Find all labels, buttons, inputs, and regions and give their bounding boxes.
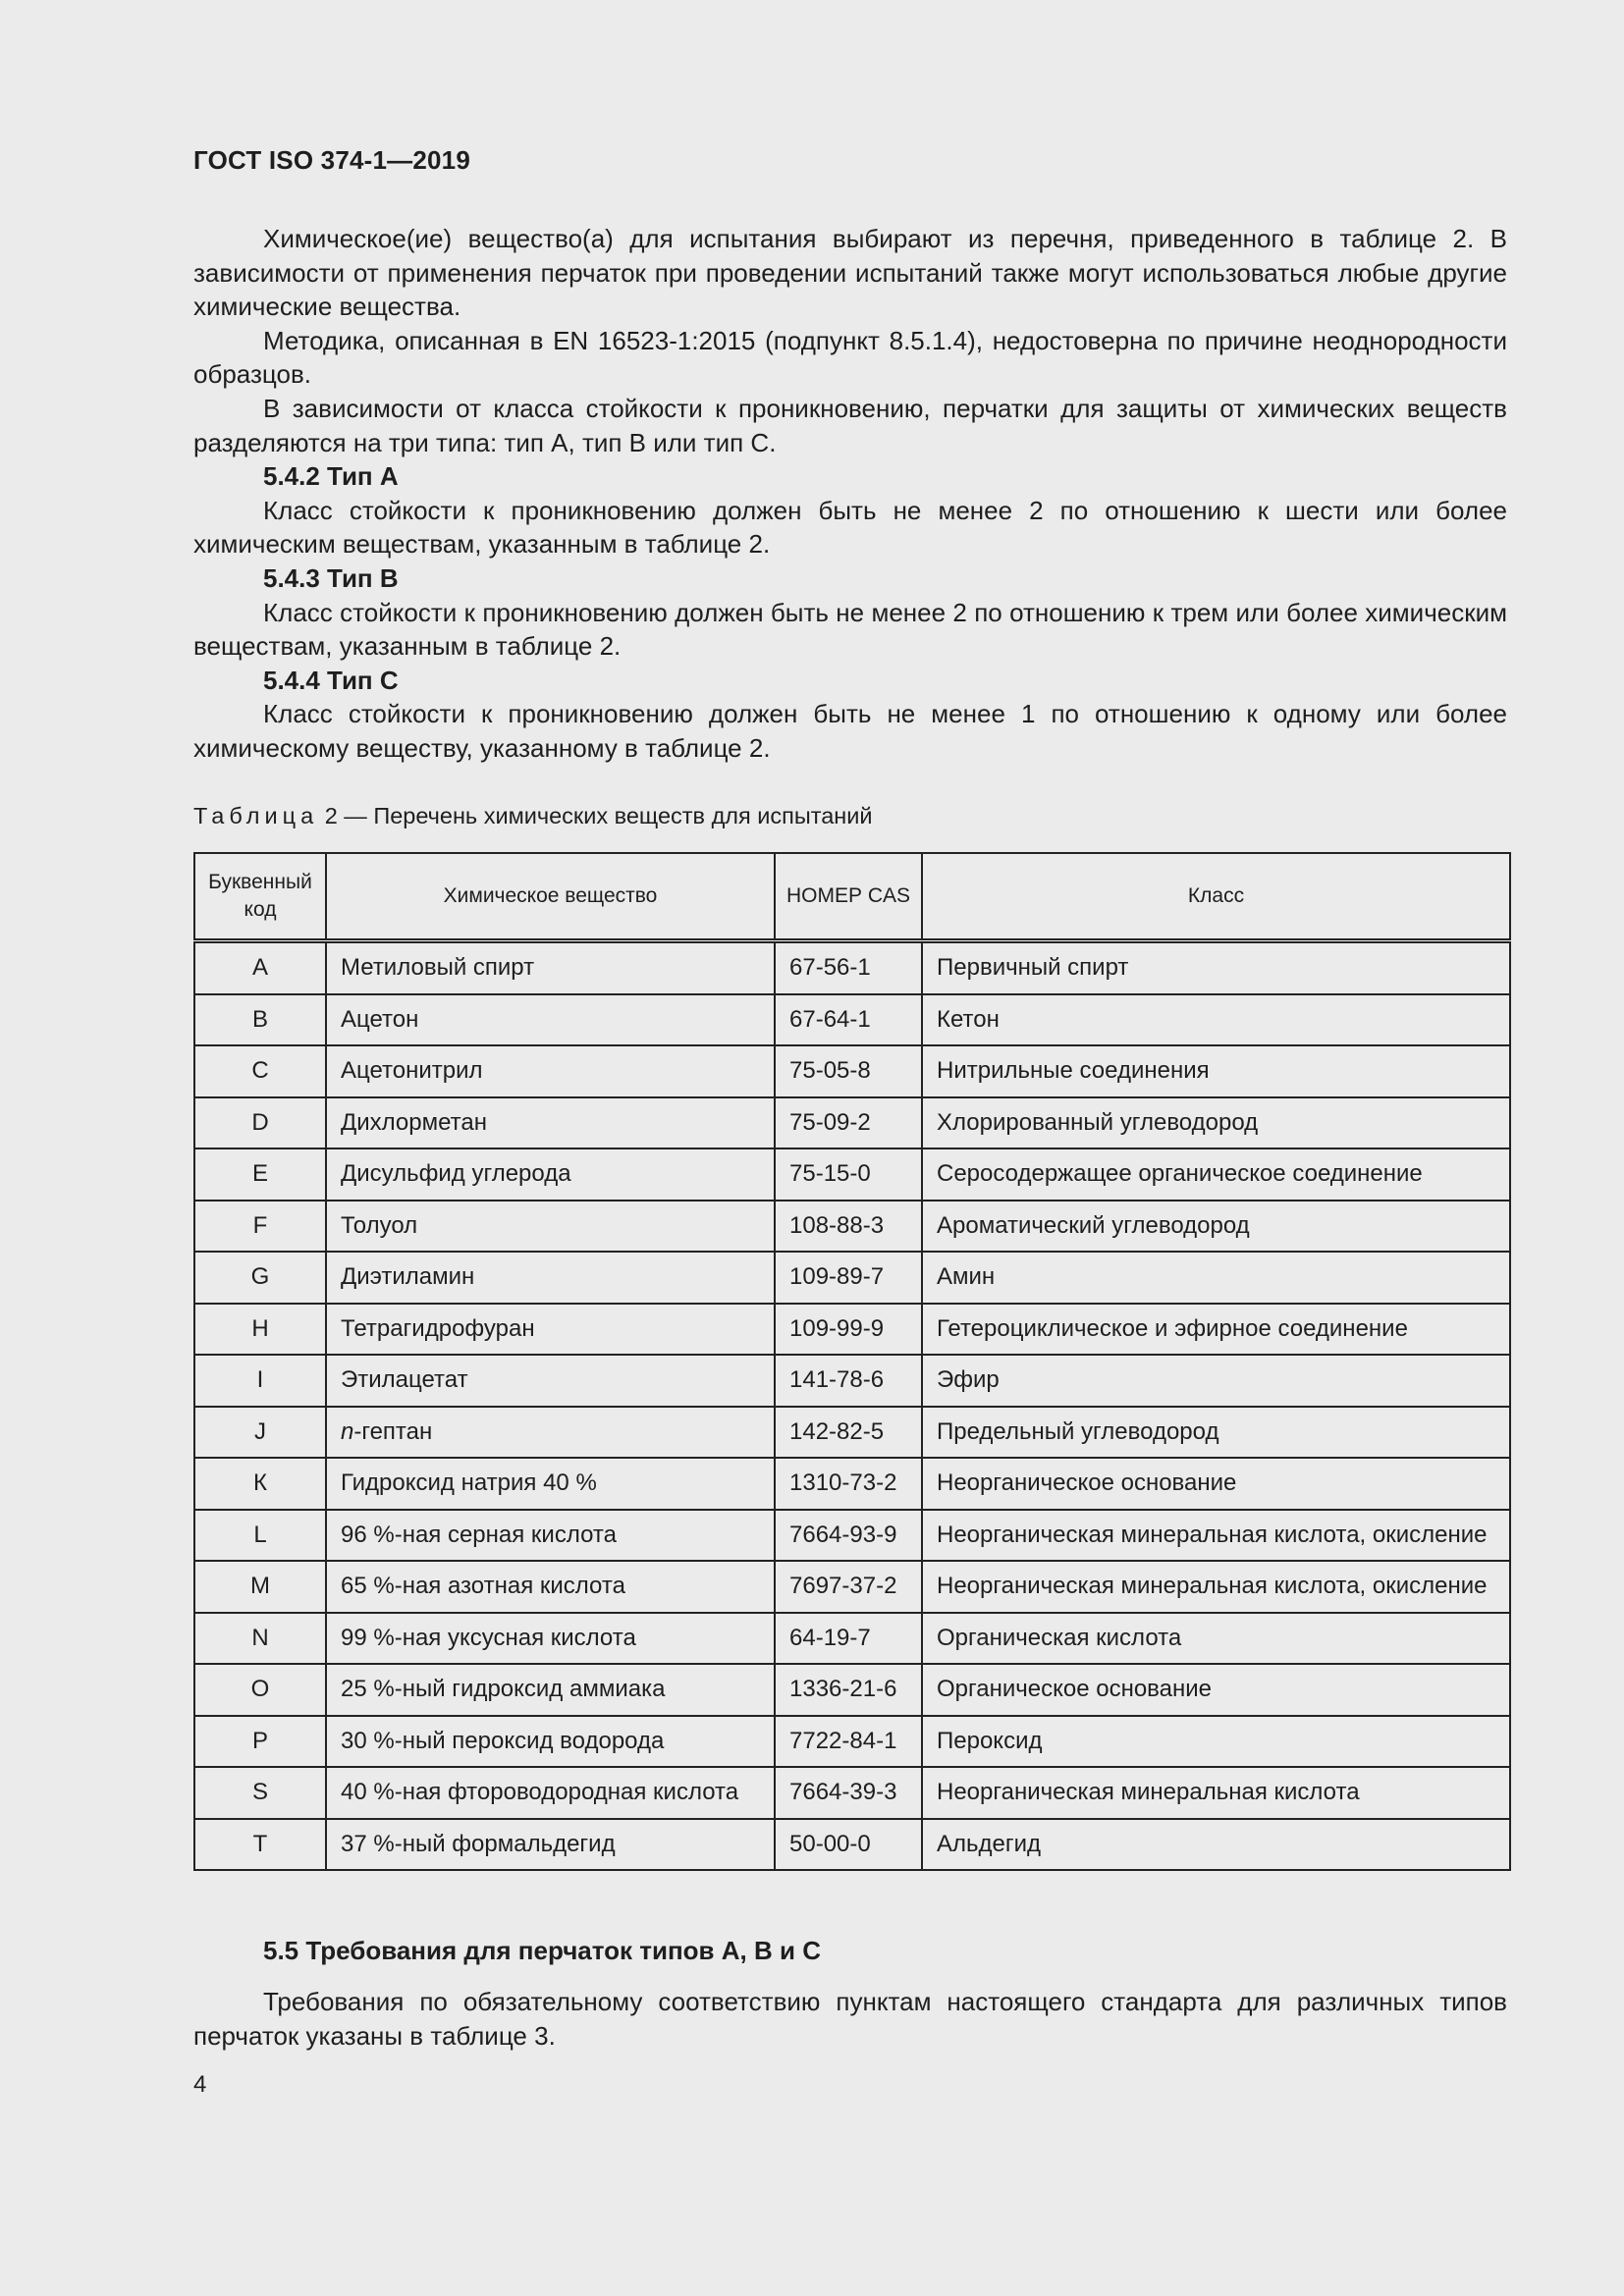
paragraph: В зависимости от класса стойкости к проникновению, перчатки для защиты от химических веществ разделяются на три типа: тип А, тип В или тип С. xyxy=(193,393,1507,457)
cell-substance: 25 %-ный гидроксид аммиака xyxy=(326,1664,775,1716)
cell-class: Эфир xyxy=(922,1355,1510,1407)
cell-substance: Дихлорметан xyxy=(326,1097,775,1149)
cell-substance: 65 %-ная азотная кислота xyxy=(326,1561,775,1613)
cell-class: Гетероциклическое и эфирное соединение xyxy=(922,1304,1510,1356)
cell-cas: 7664-39-3 xyxy=(775,1767,922,1819)
table-row xyxy=(194,1201,1510,1253)
cell-cas: 67-64-1 xyxy=(775,994,922,1046)
cell-cas: 109-89-7 xyxy=(775,1252,922,1304)
cell-class: Серосодержащее органическое соединение xyxy=(922,1148,1510,1201)
subsection-heading-5-4-3: 5.4.3 Тип В xyxy=(263,562,399,593)
cell-class: Неорганическая минеральная кислота xyxy=(922,1767,1510,1819)
cell-cas: 1310-73-2 xyxy=(775,1458,922,1510)
table-row xyxy=(194,1510,1510,1562)
column-header-substance: Химическое вещество xyxy=(326,853,775,941)
cell-class: Пероксид xyxy=(922,1716,1510,1768)
cell-code: E xyxy=(194,1148,326,1201)
paragraph: Требования по обязательному соответствию пунктам настоящего стандарта для различных типов перчаток указаны в таблице 3. xyxy=(193,1987,1507,2051)
cell-class: Альдегид xyxy=(922,1819,1510,1871)
cell-substance: 99 %-ная уксусная кислота xyxy=(326,1613,775,1665)
cell-substance: n-гептан xyxy=(326,1407,775,1459)
cell-code: A xyxy=(194,941,326,994)
standard-header: ГОСТ ISO 374-1—2019 xyxy=(193,145,471,175)
table-row xyxy=(194,1097,1510,1149)
table-row xyxy=(194,1561,1510,1613)
cell-code: G xyxy=(194,1252,326,1304)
cell-class: Ароматический углеводород xyxy=(922,1201,1510,1253)
cell-code: F xyxy=(194,1201,326,1253)
paragraph: Химическое(ие) вещество(а) для испытания выбирают из перечня, приведенного в таблице 2. В зависимости от применения перчаток при проведении испытаний также могут использоваться любые другие химические вещества. xyxy=(193,224,1507,322)
cell-code: К xyxy=(194,1458,326,1510)
cell-code: P xyxy=(194,1716,326,1768)
cell-code: T xyxy=(194,1819,326,1871)
cell-substance: Метиловый спирт xyxy=(326,941,775,994)
subsection-heading-5-4-2: 5.4.2 Тип А xyxy=(263,461,399,492)
cell-class: Неорганическое основание xyxy=(922,1458,1510,1510)
cell-class: Неорганическая минеральная кислота, окисление xyxy=(922,1561,1510,1613)
table-row xyxy=(194,1819,1510,1871)
cell-code: L xyxy=(194,1510,326,1562)
table-caption-text: 2 — Перечень химических веществ для испытаний xyxy=(324,803,873,828)
cell-class: Первичный спирт xyxy=(922,941,1510,994)
cell-substance: Ацетон xyxy=(326,994,775,1046)
cell-substance: Дисульфид углерода xyxy=(326,1148,775,1201)
cell-cas: 1336-21-6 xyxy=(775,1664,922,1716)
cell-class: Неорганическая минеральная кислота, окисление xyxy=(922,1510,1510,1562)
cell-class: Предельный углеводород xyxy=(922,1407,1510,1459)
cell-code: H xyxy=(194,1304,326,1356)
column-header-class: Класс xyxy=(922,853,1510,941)
cell-cas: 50-00-0 xyxy=(775,1819,922,1871)
table-row xyxy=(194,1252,1510,1304)
table-row xyxy=(194,994,1510,1046)
cell-cas: 75-09-2 xyxy=(775,1097,922,1149)
cell-code: J xyxy=(194,1407,326,1459)
cell-code: C xyxy=(194,1045,326,1097)
cell-code: M xyxy=(194,1561,326,1613)
subsection-heading-5-4-4: 5.4.4 Тип С xyxy=(263,665,399,695)
cell-class: Нитрильные соединения xyxy=(922,1045,1510,1097)
cell-substance: Ацетонитрил xyxy=(326,1045,775,1097)
cell-substance: 30 %-ный пероксид водорода xyxy=(326,1716,775,1768)
cell-class: Хлорированный углеводород xyxy=(922,1097,1510,1149)
cell-code: B xyxy=(194,994,326,1046)
table-row xyxy=(194,1716,1510,1768)
cell-code: S xyxy=(194,1767,326,1819)
column-header-cas: НОМЕР CAS xyxy=(775,853,922,941)
table-row xyxy=(194,1045,1510,1097)
chemicals-table xyxy=(193,852,1511,1871)
table-row xyxy=(194,1767,1510,1819)
paragraph: Класс стойкости к проникновению должен быть не менее 2 по отношению к шести или более химическим веществам, указанным в таблице 2. xyxy=(193,495,1507,560)
cell-substance: 40 %-ная фтороводородная кислота xyxy=(326,1767,775,1819)
table-row xyxy=(194,941,1510,994)
cell-substance: Толуол xyxy=(326,1201,775,1253)
paragraph: Класс стойкости к проникновению должен быть не менее 2 по отношению к трем или более химическим веществам, указанным в таблице 2. xyxy=(193,597,1507,662)
paragraph: Методика, описанная в EN 16523-1:2015 (подпункт 8.5.1.4), недостоверна по причине неоднородности образцов. xyxy=(193,325,1507,390)
body-text xyxy=(193,222,1507,766)
page-number: 4 xyxy=(193,2071,207,2098)
cell-code: O xyxy=(194,1664,326,1716)
cell-class: Органическое основание xyxy=(922,1664,1510,1716)
cell-cas: 75-15-0 xyxy=(775,1148,922,1201)
table-caption-label: Таблица xyxy=(193,803,319,828)
section-heading-5-5: 5.5 Требования для перчаток типов А, В и С xyxy=(263,1936,821,1965)
cell-cas: 141-78-6 xyxy=(775,1355,922,1407)
cell-class: Амин xyxy=(922,1252,1510,1304)
cell-substance: Тетрагидрофуран xyxy=(326,1304,775,1356)
table-row xyxy=(194,1148,1510,1201)
table-caption xyxy=(193,803,873,829)
section-5-5-text xyxy=(193,1985,1507,2053)
cell-substance: Этилацетат xyxy=(326,1355,775,1407)
table-header-row xyxy=(194,853,1510,941)
table-row xyxy=(194,1613,1510,1665)
cell-cas: 75-05-8 xyxy=(775,1045,922,1097)
cell-substance: Диэтиламин xyxy=(326,1252,775,1304)
cell-cas: 108-88-3 xyxy=(775,1201,922,1253)
cell-cas: 7722-84-1 xyxy=(775,1716,922,1768)
cell-cas: 109-99-9 xyxy=(775,1304,922,1356)
cell-substance: 37 %-ный формальдегид xyxy=(326,1819,775,1871)
cell-substance: 96 %-ная серная кислота xyxy=(326,1510,775,1562)
table-row xyxy=(194,1664,1510,1716)
table-row xyxy=(194,1355,1510,1407)
table-row xyxy=(194,1304,1510,1356)
cell-cas: 142-82-5 xyxy=(775,1407,922,1459)
cell-cas: 7697-37-2 xyxy=(775,1561,922,1613)
column-header-code: Буквенный код xyxy=(194,853,326,941)
cell-substance: Гидроксид натрия 40 % xyxy=(326,1458,775,1510)
cell-code: N xyxy=(194,1613,326,1665)
cell-class: Органическая кислота xyxy=(922,1613,1510,1665)
paragraph: Класс стойкости к проникновению должен быть не менее 1 по отношению к одному или более химическому веществу, указанному в таблице 2. xyxy=(193,699,1507,763)
cell-cas: 67-56-1 xyxy=(775,941,922,994)
table-row xyxy=(194,1458,1510,1510)
cell-code: D xyxy=(194,1097,326,1149)
table-row xyxy=(194,1407,1510,1459)
cell-code: I xyxy=(194,1355,326,1407)
cell-cas: 7664-93-9 xyxy=(775,1510,922,1562)
cell-cas: 64-19-7 xyxy=(775,1613,922,1665)
cell-class: Кетон xyxy=(922,994,1510,1046)
